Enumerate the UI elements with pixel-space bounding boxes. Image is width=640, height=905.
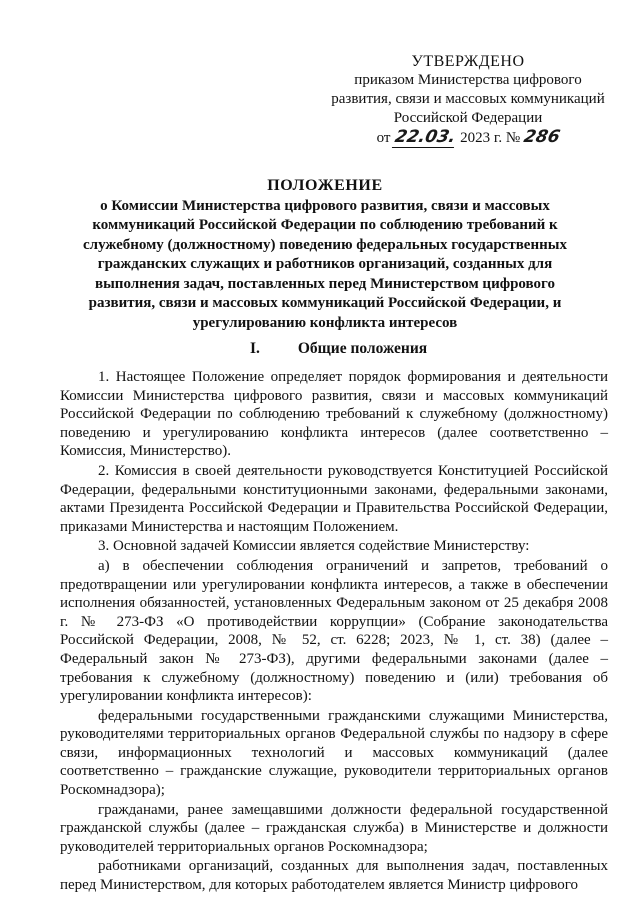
- date-year: 2023 г. №: [460, 130, 521, 146]
- paragraph: 1. Настоящее Положение определяет порядок формирования и деятельности Комиссии Министерства цифрового развития, связи и массовых коммуникаций Российской Федерации по соблюдению требований к служебному (должностному) поведению и урегулированию конфликта интересов (далее соответственно – Комиссия, Министерство).: [60, 369, 608, 460]
- paragraph: а) в обеспечении соблюдения ограничений и запретов, требований о предотвращении или урегулировании конфликта интересов, а также в обеспечении исполнения обязанностей, установленных Федеральным законом от 25 декабря 2008 г. № 273-ФЗ «О противодействии коррупции» (Собрание законодательства Российской Федерации, 2008, № 52, ст. 6228; 2023, № 1, ст. 38) (далее – Федеральный закон № 273-ФЗ), другими федеральными законами (далее – требования к служебному (должностному) поведению и (или) требования об урегулировании конфликта интересов):: [60, 557, 608, 705]
- paragraph: работниками организаций, созданных для выполнения задач, поставленных перед Министерством, для которых работодателем является Министр цифрового: [60, 858, 608, 894]
- section-number: I.: [250, 340, 260, 357]
- body-text: [60, 368, 608, 895]
- approval-line-1: приказом Министерства цифрового: [354, 72, 582, 88]
- date-prefix: от: [376, 130, 391, 146]
- paragraph: федеральными государственными гражданскими служащими Министерства, руководителями территориальных органов Федеральной службы по надзору в сфере связи, информационных технологий и массовых коммуникаций (далее соответственно – гражданские служащие, руководители территориальных органов Роскомнадзора);: [60, 707, 608, 799]
- document-subtitle: о Комиссии Министерства цифрового развития, связи и массовых коммуникаций Российской Федерации по соблюдению требований к служебному (должностному) поведению федеральных государственных гражданских служащих и работников организаций, созданных для выполнения задач, поставленных перед Министерством цифрового развития, связи и массовых коммуникаций Российской Федерации, и урегулированию конфликта интересов: [83, 197, 567, 331]
- paragraph: 3. Основной задачей Комиссии является содействие Министерству:: [98, 538, 530, 555]
- paragraph: 2. Комиссия в своей деятельности руководствуется Конституцией Российской Федерации, федеральными конституционными законами, федеральными законами, актами Президента Российской Федерации и Правительства Российской Федерации, приказами Министерства и настоящим Положением.: [60, 462, 608, 535]
- document-title: ПОЛОЖЕНИЕ: [267, 177, 383, 194]
- handwritten-number: 286: [521, 127, 562, 147]
- handwritten-date: 22.03.: [393, 127, 458, 147]
- approval-stamp: [318, 52, 618, 148]
- approval-date-line: [318, 128, 618, 148]
- paragraph: гражданами, ранее замещавшими должности федеральной государственной гражданской службы (далее – гражданская служба) в Министерстве и должности руководителей территориальных органов Роскомнадзора;: [60, 801, 608, 855]
- document-title-block: [60, 176, 590, 333]
- approval-line-3: Российской Федерации: [393, 110, 543, 126]
- approval-line-2: развития, связи и массовых коммуникаций: [331, 91, 605, 107]
- approval-title: УТВЕРЖДЕНО: [411, 53, 525, 70]
- section-heading: [250, 340, 450, 358]
- section-title: Общие положения: [297, 340, 428, 357]
